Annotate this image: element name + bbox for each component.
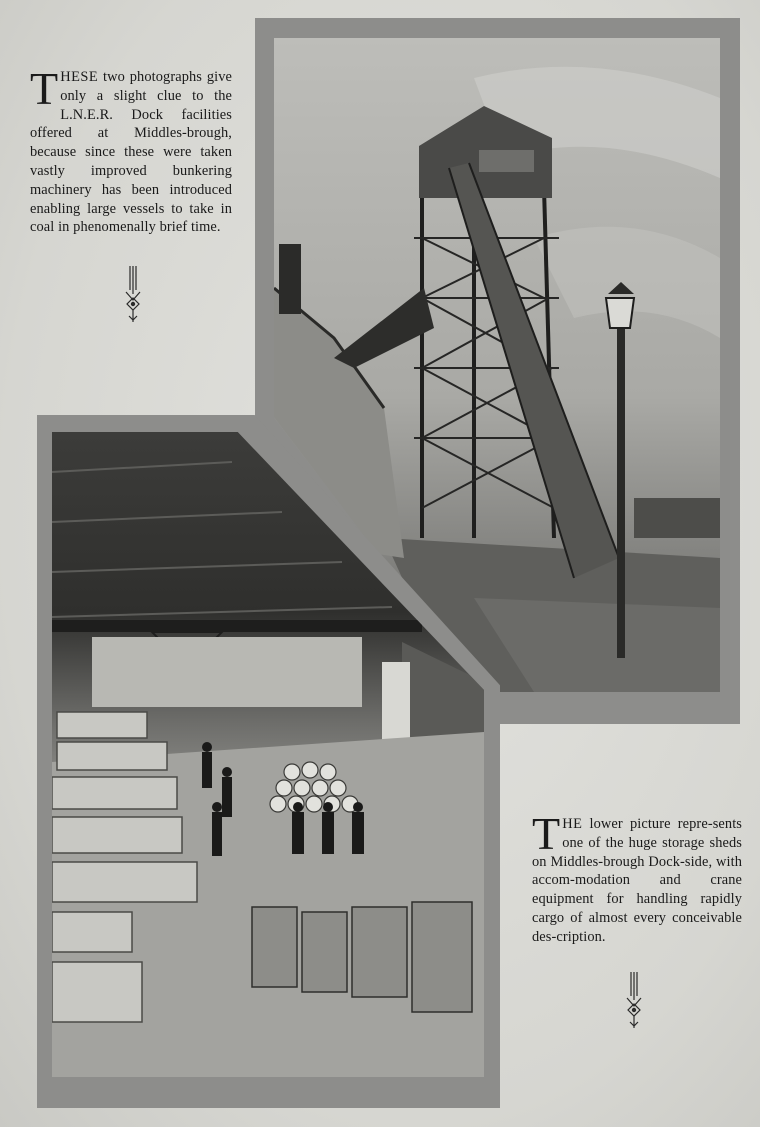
intro-paragraph xyxy=(30,63,232,237)
art-deco-ornament-icon xyxy=(121,264,145,328)
paragraph-body: two photographs give only a slight clue to the L.N.E.R. Dock facilities offered at Middles-brough, because since these were taken vastly improved bunkering machinery has been introduced enabling large vessels to take in coal in phenomenally brief time. xyxy=(30,69,232,236)
lead-word: HE xyxy=(562,816,583,832)
drop-cap: T xyxy=(30,63,59,114)
lead-word: HESE xyxy=(60,69,99,85)
art-deco-ornament-icon xyxy=(622,970,646,1034)
paragraph-body: lower picture repre-sents one of the huge storage sheds on Middles-brough Dock-side, with accom-modation and crane equipment for handling rapidly cargo of almost every conceivable des-cription. xyxy=(532,816,742,945)
caption-paragraph xyxy=(532,808,742,947)
drop-cap: T xyxy=(532,808,561,859)
